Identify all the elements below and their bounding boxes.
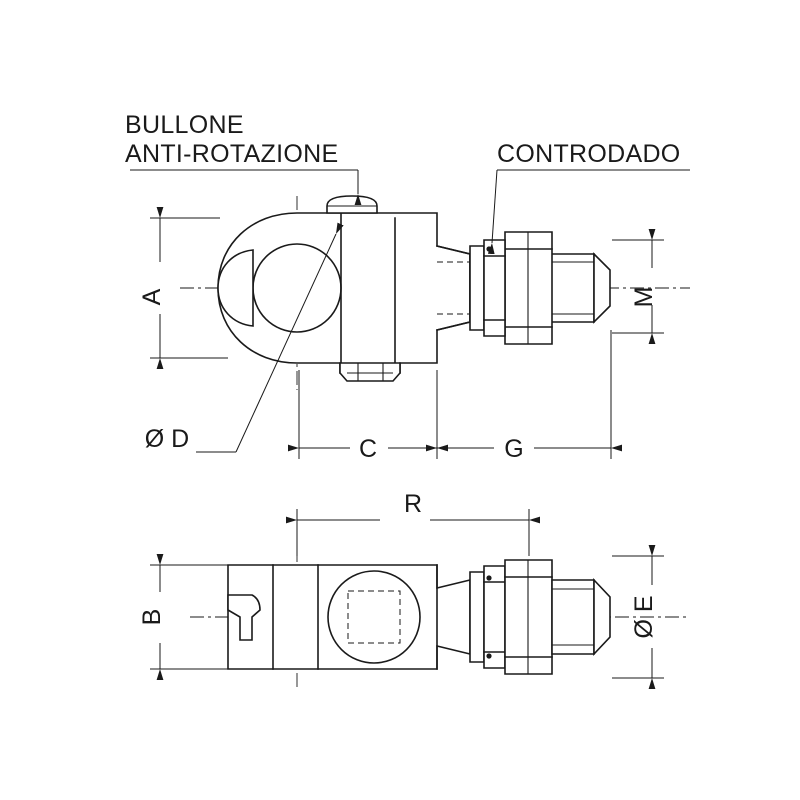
bore-circle-bottom: [328, 571, 420, 663]
axis-dot-marker: [486, 246, 491, 251]
dim-label-R: R: [403, 490, 423, 518]
hex-nut-body: [484, 240, 505, 336]
dim-label-G: G: [504, 435, 524, 463]
dim-label-D: Ø D: [144, 425, 190, 453]
dim-label-A: A: [138, 288, 166, 306]
drawing-labels: [125, 111, 681, 639]
top-view-geometry: [180, 196, 690, 390]
label-controdado: CONTRODADO: [497, 140, 681, 168]
axis-dot-marker-bottom-top: [486, 575, 491, 580]
stud-tapered-tip: [594, 254, 610, 322]
axis-dot-marker-bottom-bot: [486, 653, 491, 658]
bottom-view-geometry: [190, 548, 690, 690]
threaded-stud-bottom: [552, 580, 594, 654]
collar-washer-bottom: [470, 572, 484, 662]
dim-label-M: M: [630, 286, 658, 308]
label-bullone-line1: BULLONE: [125, 111, 244, 139]
dim-label-B: B: [138, 608, 166, 626]
dim-label-E: Ø E: [630, 595, 658, 639]
stud-tip-bottom: [594, 580, 610, 654]
label-bullone-line2: ANTI-ROTAZIONE: [125, 140, 339, 168]
controdado-leader-arrow: [492, 170, 497, 243]
anti-rotation-bolt-head: [327, 196, 377, 213]
collar-washer: [470, 246, 484, 330]
anti-rotation-nut: [340, 363, 400, 381]
dim-label-C: C: [358, 435, 378, 463]
